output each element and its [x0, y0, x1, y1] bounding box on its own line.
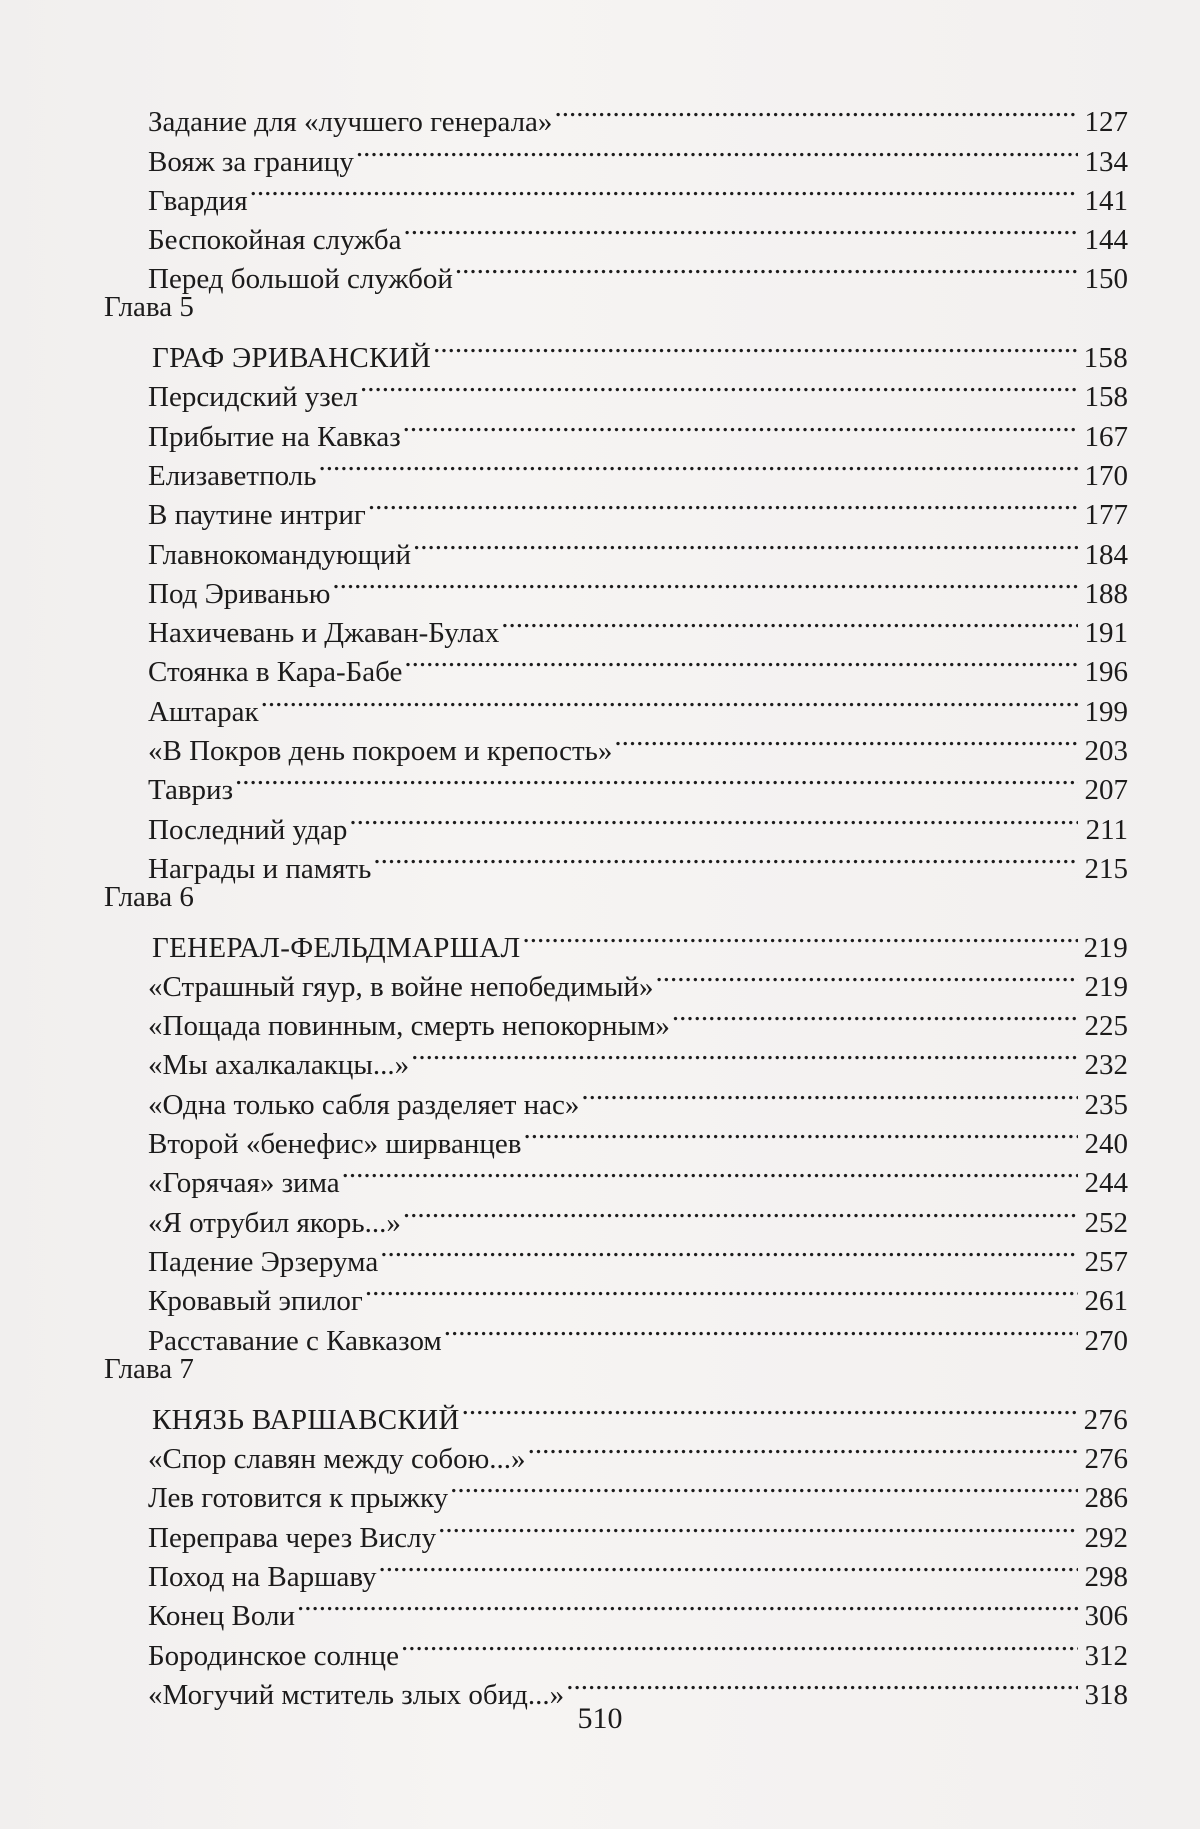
toc-entry-title: Конец Воли	[148, 1600, 296, 1633]
dot-leader	[614, 721, 1078, 760]
toc-entry-title: «Могучий мститель злых обид...»	[148, 1678, 565, 1711]
toc-entry-page: 261	[1084, 1285, 1128, 1318]
toc-entry-title: Тавриз	[148, 774, 234, 807]
toc-entry-title: В паутине интриг	[148, 499, 366, 532]
toc-entry-page: 244	[1084, 1167, 1128, 1200]
toc-entry-title: Кровавый эпилог	[148, 1285, 363, 1318]
toc-entry-title: Главнокомандующий	[148, 538, 412, 571]
toc-entry-title: Елизаветполь	[148, 459, 317, 492]
dot-leader	[554, 92, 1078, 131]
toc-entry-page: 127	[1084, 106, 1128, 139]
toc-entry-page: 306	[1084, 1600, 1128, 1633]
dot-leader	[522, 917, 1078, 956]
toc-entry-title: «Я отрубил якорь...»	[148, 1206, 401, 1239]
toc-entry-title: Задание для «лучшего генерала»	[148, 106, 553, 139]
toc-entry-page: 292	[1084, 1521, 1128, 1554]
toc-entry-title: Глава 7	[104, 1352, 194, 1385]
toc-entry-page: 191	[1084, 617, 1128, 650]
toc-entry-page: 276	[1083, 1403, 1128, 1436]
toc-entry-page: 199	[1084, 695, 1128, 728]
toc-entry-title: Лев готовится к прыжку	[148, 1482, 449, 1515]
dot-leader	[261, 681, 1078, 720]
toc-entry-page: 232	[1084, 1049, 1128, 1082]
toc-entry-page: 219	[1083, 931, 1128, 964]
toc-entry-title: Переправа через Вислу	[148, 1521, 437, 1554]
toc-entry-page: 257	[1084, 1245, 1128, 1278]
dot-leader	[411, 1035, 1078, 1074]
dot-leader	[566, 1665, 1078, 1704]
toc-entry-page: 170	[1084, 459, 1128, 492]
toc-entry-page: 215	[1084, 852, 1128, 885]
toc-entry-title: «Горячая» зима	[148, 1167, 340, 1200]
toc-entry	[104, 799, 1128, 846]
dot-leader	[379, 1547, 1078, 1586]
toc-entry-page: 252	[1084, 1206, 1128, 1239]
dot-leader	[450, 1468, 1078, 1507]
dot-leader	[404, 210, 1079, 249]
dot-leader	[455, 249, 1078, 288]
toc-entry-title: Расставание с Кавказом	[148, 1324, 442, 1357]
toc-entry-title: Персидский узел	[148, 381, 359, 414]
dot-leader	[528, 1429, 1078, 1468]
toc-entry-page: 134	[1084, 145, 1128, 178]
dot-leader	[235, 760, 1078, 799]
toc-entry-title: «В Покров день покроем и крепость»	[148, 735, 613, 768]
toc-entry-title: Нахичевань и Джаван-Булах	[148, 617, 500, 650]
toc-entry-page: 167	[1084, 420, 1128, 453]
dot-leader	[297, 1586, 1078, 1625]
toc-entry-page: 276	[1084, 1443, 1128, 1476]
toc-entry-page: 312	[1084, 1639, 1128, 1672]
dot-leader	[403, 1192, 1078, 1231]
toc-entry-page: 144	[1084, 224, 1128, 257]
toc-entry-page: 141	[1084, 184, 1128, 217]
toc-entry-page: 298	[1084, 1560, 1128, 1593]
toc-entry-title: Последний удар	[148, 813, 348, 846]
toc-entry-title: Перед большой службой	[148, 263, 453, 296]
dot-leader	[356, 131, 1078, 170]
dot-leader	[501, 603, 1078, 642]
toc-entry-title: Падение Эрзерума	[148, 1245, 379, 1278]
dot-leader	[581, 1074, 1078, 1113]
dot-leader	[462, 1390, 1078, 1429]
toc-entry-title: Аштарак	[148, 695, 259, 728]
page-number: 510	[577, 1702, 623, 1735]
toc-entry-title: Глава 6	[104, 880, 194, 913]
toc-entry-page: 286	[1084, 1482, 1128, 1515]
toc-entry-page: 207	[1084, 774, 1128, 807]
toc-entry-page: 240	[1084, 1128, 1128, 1161]
toc-entry-page: 184	[1084, 538, 1128, 571]
dot-leader	[403, 406, 1078, 445]
toc-entry-page: 158	[1084, 381, 1128, 414]
toc-entry-title: «Одна только сабля разделяет нас»	[148, 1088, 580, 1121]
toc-entry-title: Беспокойная служба	[148, 224, 402, 257]
toc-entry-title: Награды и память	[148, 852, 372, 885]
dot-leader	[438, 1507, 1078, 1546]
dot-leader	[318, 446, 1078, 485]
toc-entry-title: Гвардия	[148, 184, 248, 217]
dot-leader	[672, 996, 1078, 1035]
dot-leader	[250, 171, 1078, 210]
dot-leader	[433, 328, 1078, 367]
toc-entry-title: Под Эриванью	[148, 577, 331, 610]
toc-entry-page: 188	[1084, 577, 1128, 610]
toc-entry-page: 219	[1084, 970, 1128, 1003]
dot-leader	[413, 524, 1078, 563]
toc-entry-title: Второй «бенефис» ширванцев	[148, 1128, 522, 1161]
toc-entry-title: «Пощада повинным, смерть непокорным»	[148, 1010, 670, 1043]
toc-entry-page: 211	[1085, 813, 1128, 846]
chapter-title-entry	[104, 1390, 1128, 1436]
chapter-title-entry	[104, 328, 1128, 375]
dot-leader	[360, 367, 1078, 406]
toc-entry-title: Бородинское солнце	[148, 1639, 399, 1672]
dot-leader	[349, 799, 1078, 838]
dot-leader	[332, 564, 1078, 603]
toc-entry	[104, 171, 1128, 217]
dot-leader	[655, 957, 1078, 996]
dot-leader	[365, 1271, 1078, 1310]
dot-leader	[368, 485, 1078, 524]
toc-entry-title: «Спор славян между собою...»	[148, 1443, 526, 1476]
toc-entry-title: КНЯЗЬ ВАРШАВСКИЙ	[152, 1403, 460, 1436]
toc-entry-title: Глава 5	[104, 291, 194, 324]
toc-entry-page: 225	[1084, 1010, 1128, 1043]
toc-entry-page: 318	[1084, 1678, 1128, 1711]
toc-entry	[104, 92, 1128, 139]
dot-leader	[523, 1114, 1078, 1153]
chapter-title-entry	[104, 917, 1128, 964]
toc-entry-page: 158	[1083, 342, 1128, 375]
toc-entry-page: 203	[1084, 735, 1128, 768]
toc-entry-page: 235	[1084, 1088, 1128, 1121]
toc-entry	[104, 760, 1128, 807]
toc-entry-title: Прибытие на Кавказ	[148, 420, 401, 453]
toc-entry-page: 196	[1084, 656, 1128, 689]
toc-entry-title: «Страшный гяур, в войне непобедимый»	[148, 970, 654, 1003]
dot-leader	[404, 642, 1078, 681]
toc-entry-title: Поход на Варшаву	[148, 1560, 377, 1593]
toc-entry-page: 270	[1084, 1324, 1128, 1357]
table-of-contents	[104, 92, 1128, 1711]
toc-entry-title: «Мы ахалкалакцы...»	[148, 1049, 410, 1082]
toc-entry-page: 150	[1084, 263, 1128, 296]
dot-leader	[444, 1310, 1078, 1349]
dot-leader	[380, 1232, 1078, 1271]
toc-entry-title: Вояж за границу	[148, 145, 354, 178]
toc-entry-title: ГЕНЕРАЛ-ФЕЛЬДМАРШАЛ	[152, 931, 521, 964]
dot-leader	[373, 839, 1078, 878]
toc-entry-title: Стоянка в Кара-Бабе	[148, 656, 403, 689]
toc-entry-title: ГРАФ ЭРИВАНСКИЙ	[152, 342, 432, 375]
toc-entry	[104, 210, 1128, 257]
toc-entry-page: 177	[1084, 499, 1128, 532]
dot-leader	[342, 1153, 1078, 1192]
dot-leader	[401, 1625, 1078, 1664]
